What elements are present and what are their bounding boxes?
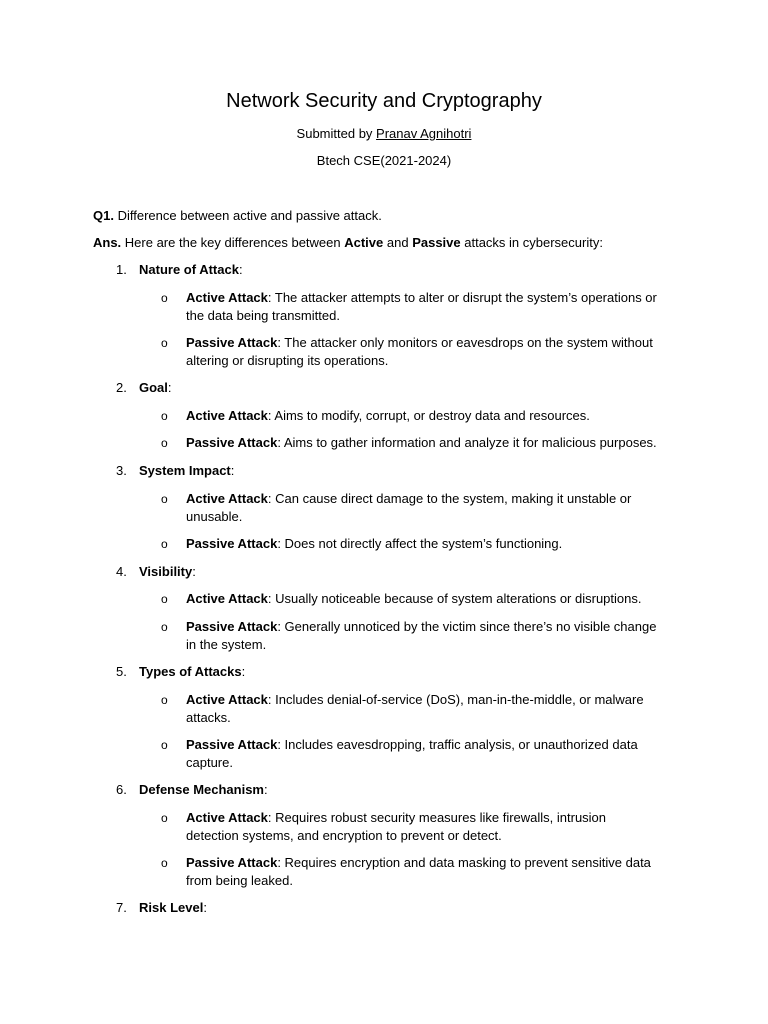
bullet-marker-icon: o bbox=[161, 693, 168, 707]
bullet-label: Active Attack bbox=[186, 810, 268, 825]
list-item-colon: : bbox=[238, 262, 243, 277]
question-label: Q1. bbox=[93, 208, 114, 223]
list-item bbox=[116, 261, 243, 279]
bullet-text: : The attacker attempts to alter or disrupt the system’s operations or the data being transmitted. bbox=[186, 290, 657, 323]
bullet-marker-icon: o bbox=[161, 291, 168, 305]
submitted-by-label: Submitted by bbox=[296, 126, 377, 141]
bullet-text: : Can cause direct damage to the system, making it unstable or unusable. bbox=[186, 491, 632, 524]
bullet-marker-icon: o bbox=[161, 537, 168, 551]
bullet-marker-icon: o bbox=[161, 856, 168, 870]
answer-text: and bbox=[383, 235, 413, 250]
answer-text: Here are the key differences between bbox=[121, 235, 345, 250]
bullet-label: Passive Attack bbox=[186, 335, 278, 350]
answer-intro-line bbox=[93, 234, 603, 252]
list-item-colon: : bbox=[264, 782, 268, 797]
bullet-label: Active Attack bbox=[186, 591, 268, 606]
list-item-heading: Defense Mechanism bbox=[139, 782, 264, 797]
bullet-item bbox=[161, 736, 661, 772]
list-item-heading: System Impact bbox=[139, 463, 231, 478]
bullet-label: Active Attack bbox=[186, 692, 268, 707]
bullet-text: : Requires robust security measures like firewalls, intrusion detection systems, and encryption to prevent or detect. bbox=[186, 810, 607, 843]
bullet-item bbox=[161, 809, 661, 845]
bullet-label: Active Attack bbox=[186, 408, 268, 423]
list-item-colon: : bbox=[192, 564, 196, 579]
bullet-item bbox=[161, 289, 661, 325]
course-line: Btech CSE(2021-2024) bbox=[316, 153, 452, 168]
list-item-number: 5. bbox=[116, 664, 127, 679]
list-item bbox=[116, 462, 234, 480]
bullet-text: : Aims to gather information and analyze it for malicious purposes. bbox=[277, 435, 657, 450]
list-item bbox=[116, 663, 245, 681]
bullet-text: : Includes eavesdropping, traffic analysis, or unauthorized data capture. bbox=[186, 737, 638, 770]
list-item-number: 1. bbox=[116, 262, 127, 277]
bullet-item bbox=[161, 854, 661, 890]
document-title: Network Security and Cryptography bbox=[226, 90, 542, 112]
list-item-number: 6. bbox=[116, 782, 127, 797]
bullet-marker-icon: o bbox=[161, 592, 168, 606]
bullet-text: : Generally unnoticed by the victim since there’s no visible change in the system. bbox=[186, 619, 657, 652]
answer-text: attacks in cybersecurity: bbox=[460, 235, 603, 250]
list-item-colon: : bbox=[230, 463, 235, 478]
bullet-label: Passive Attack bbox=[186, 737, 278, 752]
list-item-number: 4. bbox=[116, 564, 127, 579]
bullet-item bbox=[161, 490, 661, 526]
bullet-text: : Includes denial-of-service (DoS), man-in-the-middle, or malware attacks. bbox=[186, 692, 644, 725]
bullet-marker-icon: o bbox=[161, 409, 168, 423]
list-item bbox=[116, 379, 172, 397]
list-item-number: 2. bbox=[116, 380, 127, 395]
answer-passive-term: Passive bbox=[412, 235, 461, 250]
author-name: Pranav Agnihotri bbox=[376, 126, 472, 141]
bullet-marker-icon: o bbox=[161, 620, 168, 634]
bullet-item bbox=[161, 407, 661, 425]
list-item-number: 3. bbox=[116, 463, 127, 478]
bullet-item bbox=[161, 334, 661, 370]
list-item-colon: : bbox=[203, 900, 207, 915]
bullet-text: : Usually noticeable because of system alterations or disruptions. bbox=[267, 591, 642, 606]
list-item-heading: Risk Level bbox=[139, 900, 204, 915]
list-item-colon: : bbox=[167, 380, 172, 395]
bullet-item bbox=[161, 434, 661, 452]
bullet-marker-icon: o bbox=[161, 738, 168, 752]
bullet-text: : Requires encryption and data masking to prevent sensitive data from being leaked. bbox=[186, 855, 651, 888]
bullet-label: Passive Attack bbox=[186, 619, 278, 634]
bullet-item bbox=[161, 618, 661, 654]
list-item-colon: : bbox=[241, 664, 246, 679]
bullet-marker-icon: o bbox=[161, 436, 168, 450]
bullet-item bbox=[161, 691, 661, 727]
answer-label: Ans. bbox=[93, 235, 122, 250]
bullet-marker-icon: o bbox=[161, 492, 168, 506]
bullet-label: Active Attack bbox=[186, 491, 268, 506]
bullet-label: Passive Attack bbox=[186, 536, 278, 551]
answer-active-term: Active bbox=[344, 235, 384, 250]
bullet-label: Active Attack bbox=[186, 290, 268, 305]
list-item bbox=[116, 899, 207, 917]
bullet-item bbox=[161, 535, 661, 553]
bullet-item bbox=[161, 590, 661, 608]
bullet-marker-icon: o bbox=[161, 336, 168, 350]
list-item-heading: Nature of Attack bbox=[139, 262, 239, 277]
list-item bbox=[116, 563, 196, 581]
submitted-by-line bbox=[0, 125, 768, 143]
bullet-marker-icon: o bbox=[161, 811, 168, 825]
bullet-text: : Does not directly affect the system’s functioning. bbox=[277, 536, 563, 551]
list-item-heading: Goal bbox=[139, 380, 168, 395]
list-item-heading: Visibility bbox=[139, 564, 193, 579]
question-line bbox=[93, 207, 382, 225]
list-item bbox=[116, 781, 268, 799]
question-text: Difference between active and passive attack. bbox=[113, 208, 382, 223]
bullet-text: : Aims to modify, corrupt, or destroy data and resources. bbox=[267, 408, 590, 423]
bullet-label: Passive Attack bbox=[186, 435, 278, 450]
bullet-text: : The attacker only monitors or eavesdrops on the system without altering or disrupting its operations. bbox=[186, 335, 653, 368]
bullet-label: Passive Attack bbox=[186, 855, 278, 870]
list-item-heading: Types of Attacks bbox=[139, 664, 242, 679]
list-item-number: 7. bbox=[116, 900, 127, 915]
